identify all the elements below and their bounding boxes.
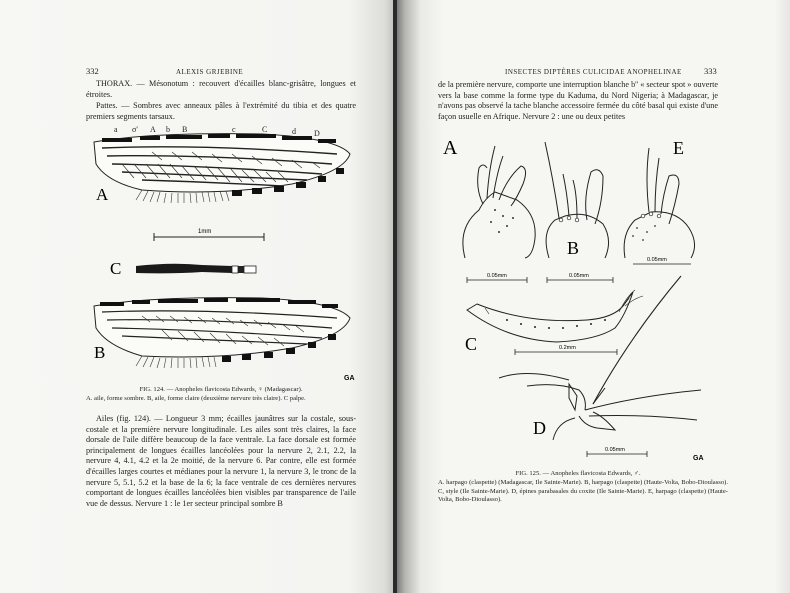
sector-letter-B: B xyxy=(182,125,188,134)
harpago-A-drawing xyxy=(443,137,535,283)
figure-124-caption-body: A. aile, forme sombre. B, aile, forme claire (deuxième nervure très claire). C palpe. xyxy=(86,395,306,402)
right-top-paragraph: de la première nervure, comporte une interruption blanche b'' « secteur spot » ouverte vers la base comme la forme type du Kaduma, du Nord Nigeria; à Madagascar, je n'avons pas observé la tache blanche accessoire fermée du côté basal qui existe d'une façon usuelle en Afrique. Nervure 2 : une ou deux petites xyxy=(438,80,718,121)
style-C-drawing xyxy=(465,290,643,355)
figure-124-caption-title: FIG. 124. — Anopheles flavicosta Edwards, ♀ (Madagascar). xyxy=(139,386,303,393)
right-page xyxy=(397,0,790,593)
harpago-E-drawing xyxy=(624,138,694,264)
page-number-right: 333 xyxy=(704,66,717,76)
scale-label-D: 0.05mm xyxy=(605,447,625,453)
sector-letter-sigma: σ' xyxy=(132,125,138,134)
thorax-paragraph: THORAX. — Mésonotum : recouvert d'écailles blanc-grisâtre, longues et étroites. xyxy=(86,79,356,99)
running-head-right: INSECTES DIPTÈRES CULICIDAE ANOPHELINAE xyxy=(505,68,682,76)
running-head-left: ALEXIS GRJEBINE xyxy=(176,68,244,76)
label-C-right: C xyxy=(465,334,478,354)
figure-125-caption-body: A. harpago (claspette) (Madagascar, Ile Sainte-Marie). B, harpago (claspette) (Haute-Volta, Bobo-Dioulasso). C, style (Ile Sainte-Marie). D, épines parabasales du coxite (Ile Sainte-Marie). E, harpago (claspette) (Haute-Volta, Bobo-Dioulasso). xyxy=(438,479,728,504)
sector-letter-A: A xyxy=(150,125,156,134)
label-E-right: E xyxy=(673,138,684,158)
sector-letter-a: a xyxy=(114,125,118,134)
wing-light-form xyxy=(94,298,350,368)
label-D-right: D xyxy=(533,418,546,438)
scale-bar-1mm xyxy=(154,229,264,241)
sector-letter-C: C xyxy=(262,125,268,134)
figure-125-caption-title: FIG. 125. — Anopheles flavicosta Edwards, ♂. xyxy=(515,470,641,477)
scale-label-A: 0.05mm xyxy=(487,273,507,279)
parabasal-spines-D-drawing xyxy=(499,276,701,457)
scale-label-E: 0.05mm xyxy=(647,257,667,263)
wing-label-B: B xyxy=(94,343,106,362)
pattes-paragraph: Pattes. — Sombres avec anneaux pâles à l'extrémité du tibia et des quatre premiers segments tarsaux. xyxy=(86,101,356,121)
figure-signature-left: GA xyxy=(344,375,355,382)
wing-label-A: A xyxy=(96,185,109,204)
ailes-paragraph: Ailes (fig. 124). — Longueur 3 mm; écailles jaunâtres sur la costale, sous-costale et la première nervure longitudinale. Les ailes sont très claires, la face dorsale de l'aile diffère beaucoup de la face ventrale. La face dorsale est formée principalement de longues écailles lancéolées pour la nervure 2, 2.1, 2.2, la nervure 4, 4.1, 4.2 et la 2e moitié, de la nervure 6. Par contre, elle est formée d'écailles larges courtes et médianes pour la nervure 1, la nervure 3, le tronc de la nervure 5, 5.1, 5.2 et la base de la 6; la face ventrale de ces dernières nervures comportant de longues écailles lancéolées bien visibles par transparence de l'aile vue de dessus. Nervure 1 : le 1er secteur principal sombre B xyxy=(86,414,356,508)
scale-label-B: 0.05mm xyxy=(569,273,589,279)
label-A-right: A xyxy=(443,137,458,159)
page-number-left: 332 xyxy=(86,66,99,76)
palp-label-C: C xyxy=(110,259,122,278)
figure-124 xyxy=(82,124,372,382)
label-B-right: B xyxy=(567,238,580,258)
harpago-B-drawing xyxy=(545,142,613,283)
sector-letter-D: D xyxy=(314,129,320,138)
palp-drawing xyxy=(110,259,256,278)
sector-letter-d: d xyxy=(292,127,296,136)
scale-label-C: 0.2mm xyxy=(559,345,576,351)
wing-dark-form xyxy=(94,125,350,204)
sector-letter-b: b xyxy=(166,125,170,134)
figure-signature-right: GA xyxy=(693,455,704,462)
sector-letter-c: c xyxy=(232,125,236,134)
scale-label-1mm: 1mm xyxy=(198,229,212,235)
figure-125 xyxy=(437,128,727,462)
